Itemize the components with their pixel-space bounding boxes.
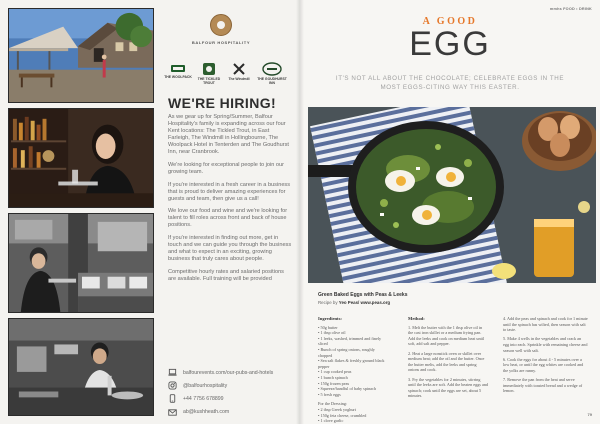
pub-exterior-photo (8, 8, 154, 103)
instagram-handle[interactable]: @balfourhospitality (183, 382, 228, 389)
dressing-item: • 1 clove garlic (318, 418, 344, 424)
ingredient-item: • 1 bunch spinach (318, 374, 348, 380)
contact-instagram[interactable] (168, 379, 296, 392)
hiring-paragraph: We love our food and wine and we're looking for talent to fill roles across front and back of house positions. (168, 208, 288, 229)
dressing-heading: For the Dressing: (318, 401, 348, 407)
method-step: 6. Cook the eggs for about 4 - 5 minutes over a low heat, or until the egg whites are cooked and the yolks are runny. (503, 356, 584, 373)
section-folio: mmhs FOOD • DRINK (549, 7, 592, 11)
ingredients-heading: Ingredients: (318, 316, 342, 321)
ingredient-item: • 1 cup cooked peas (318, 369, 352, 375)
recipe-title: Green Baked Eggs with Peas & Leeks (318, 292, 408, 298)
contact-phone[interactable] (168, 392, 296, 405)
brand-name: BALFOUR HOSPITALITY (191, 40, 251, 45)
article-title: EGG (409, 25, 491, 63)
instagram-icon (168, 381, 177, 390)
article-kicker: A GOOD (422, 16, 478, 27)
recipe-credit (318, 300, 390, 305)
ingredient-item: • 1 tbsp olive oil (318, 330, 346, 336)
contact-list (168, 366, 296, 419)
method-column-2 (503, 316, 588, 398)
hiring-paragraph: Competitive hourly rates and salaried positions are available. Full training will be provided (168, 268, 284, 282)
hiring-paragraph: We're looking for exceptional people to join our growing team. (168, 161, 285, 176)
phone-number[interactable]: +44 7756 678899 (183, 395, 224, 402)
website-link[interactable]: balfourevents.com/our-pubs-and-hotels (183, 369, 274, 376)
venue-logo-tickled-trout: THE TICKLED TROUT (194, 62, 224, 86)
spread-gutter (296, 0, 304, 424)
contact-email[interactable] (168, 406, 296, 419)
method-heading: Method: (408, 316, 425, 321)
article-subtitle: IT'S NOT ALL ABOUT THE CHOCOLATE; CELEBRATE EGGS IN THE MOST EGGS-CITING WAY THIS EASTER. (335, 75, 565, 91)
method-step: 7. Remove the pan from the heat and serve immediately with toasted bread and a wedge of lemon. (503, 377, 583, 394)
laptop-icon (168, 368, 177, 377)
venue-logos (162, 62, 290, 86)
email-icon (168, 408, 177, 417)
method-column-1 (408, 316, 488, 403)
baked-eggs-photo (308, 107, 596, 283)
page-number: 79 (587, 412, 592, 417)
ingredient-item: • 5 fresh eggs (318, 391, 341, 397)
ingredient-item: • 50g butter (318, 324, 338, 330)
venue-logo-windmill: The Windmill (224, 62, 254, 86)
bartender-photo (8, 108, 154, 208)
method-step: 5. Make 4 wells in the vegetables and crack an egg into each. Sprinkle with remaining cheese and season well with salt. (503, 336, 588, 353)
venue-logo-goudhurst-inn: THE GOUDHURST INN (254, 62, 290, 86)
chef-plating-photo (8, 318, 154, 416)
ingredient-item: • Bunch of spring onions, roughly chopped (318, 346, 375, 358)
method-step: 2. Heat a large nonstick oven or skillet over medium heat; add the oil and the butter. Once the butter melts, add the leeks and spring onions and cook. (408, 350, 485, 373)
dressing-item: • 150g feta cheese, crumbled (318, 412, 367, 418)
ingredient-item: • Sea salt flakes & freshly ground black pepper (318, 358, 385, 369)
ingredient-item: • Squeeze/handful of baby spinach (318, 386, 376, 392)
method-step: 3. Fry the vegetables for 2 minutes, stirring until the leeks are soft. Add the beaten eggs and spinach; cook until the eggs are set, about 5 minutes. (408, 376, 489, 399)
hiring-paragraph: As we gear up for Spring/Summer, Balfour Hospitality's family is expanding across our four Kent locations: The Tickled Trout, in East Farleigh, The Windmill in Hollingbourne, The Woolpack Hotel in Tenterden and The Goudhurst Inn, near Cranbrook. (168, 114, 289, 156)
hiring-heading: WE'RE HIRING! (168, 95, 277, 111)
ingredients-column (318, 316, 386, 424)
balfour-crest-logo (210, 14, 232, 36)
method-step: 1. Melt the butter with the 1 tbsp olive oil in the cast iron skillet or a medium frying pan. Add the leeks and cook on medium heat until soft, add salt and pepper. (408, 324, 485, 347)
venue-logo-woolpack: THE WOOLPACK (162, 62, 194, 86)
kitchen-chef-photo (8, 213, 154, 313)
phone-icon (168, 394, 177, 403)
recipe-credit-source: Yeo Peas/ www.peas.org (338, 300, 391, 305)
method-step: 4. Add the peas and spinach and cook for 1 minute until the spinach has wilted, then season with salt to taste. (503, 316, 588, 333)
email-address[interactable]: ab@kushheath.com (183, 409, 230, 416)
brand-block (160, 10, 290, 88)
hiring-paragraph: If you're interested in finding out more, get in touch and we can guide you through the business and what to expect in an exciting, growing business that truly cares about people. (168, 234, 292, 263)
hiring-body-text (168, 114, 292, 288)
right-page (300, 0, 600, 424)
contact-website[interactable] (168, 366, 296, 379)
ingredient-item: • 150g frozen peas (318, 380, 350, 386)
recipe-credit-label: Recipe by (318, 300, 338, 305)
hiring-paragraph: If you're interested in a fresh career in a business that is proud to deliver amazing experiences for guests and team, then give us a call! (168, 181, 291, 202)
ingredient-item: • 1 leeks, washed, trimmed and finely sliced (318, 335, 382, 347)
dressing-item: • 2 tbsp Greek yoghurt (318, 406, 356, 412)
